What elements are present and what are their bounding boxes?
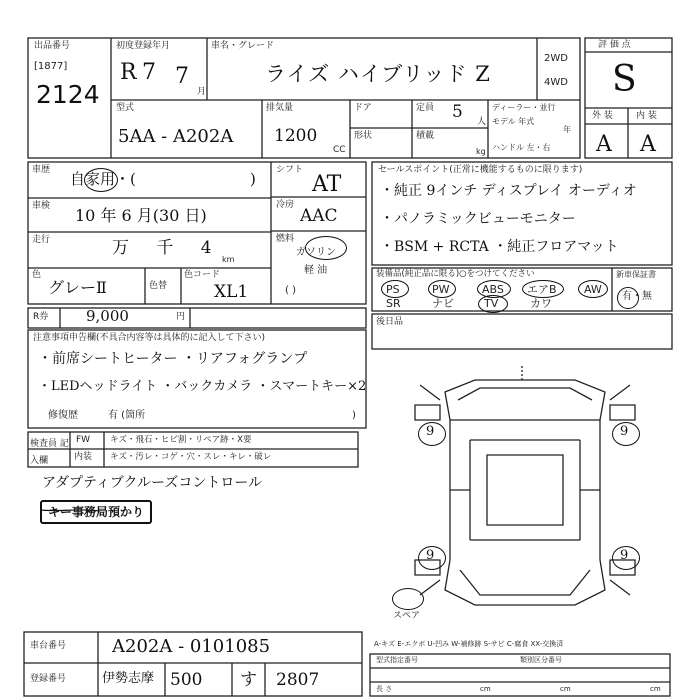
length-cm-3: cm <box>650 685 661 693</box>
note-line-1: ・前席シートヒーター ・リアフォグランプ <box>38 351 308 367</box>
inspector-fw: FW <box>76 435 91 445</box>
plate-number: 2807 <box>276 670 320 690</box>
dealer-label: ディーラー・並行 <box>492 103 556 112</box>
recycle-unit: 円 <box>176 312 186 322</box>
car-diagram <box>415 365 635 605</box>
recycle-label: R券 <box>33 312 49 322</box>
km-unit: km <box>222 255 235 264</box>
kg-unit: kg <box>476 147 486 156</box>
equip-pw: PW <box>432 283 450 296</box>
fuel-paren: ( ) <box>285 285 296 296</box>
chassis-number: A202A - 0101085 <box>112 636 271 657</box>
notes-label: 注意事項申告欄(不具合内容等は具体的に記入して下さい) <box>33 333 266 343</box>
plate-class: 500 <box>170 670 203 690</box>
damage-legend: A-キズ E-エクボ U-凹み W-補修跡 S-サビ C-腐食 XX-交換済 <box>374 640 564 648</box>
history-close: ) <box>250 170 256 188</box>
displacement-value: 1200 <box>274 126 318 146</box>
equip-tv-circle <box>478 295 508 313</box>
cc-unit: CC <box>333 145 346 155</box>
chassis-label: 車台番号 <box>30 641 67 651</box>
history-value: 自家用・( <box>70 170 136 188</box>
year-unit: 年 <box>563 125 571 134</box>
equip-abs: ABS <box>482 283 504 296</box>
month-unit: 月 <box>197 87 207 97</box>
lot-number: 2124 <box>36 80 100 109</box>
equip-ps-circle <box>381 280 409 298</box>
selling-point-1: ・純正 9インチ ディスプレイ オーディオ <box>380 183 637 199</box>
recycle-amount: 9,000 <box>86 307 129 325</box>
fuel-gas: ガソリン <box>296 247 336 258</box>
equip-ps: PS <box>386 283 400 296</box>
handle-label: ハンドル 左・右 <box>492 143 551 152</box>
first-reg-label: 初度登録年月 <box>116 41 171 51</box>
spare-label: スペア <box>393 611 421 621</box>
exterior-label: 外 装 <box>592 111 613 121</box>
repair-label: 修復歴 <box>48 410 78 421</box>
length-cm-2: cm <box>560 685 571 693</box>
equip-tv: TV <box>484 297 499 310</box>
plate-kana: す <box>240 670 257 690</box>
car-name-label: 車名・グレード <box>211 41 275 51</box>
warranty-value: 有・無 <box>622 291 652 302</box>
key-office-stamp: キー事務局預かり <box>40 500 152 524</box>
length-cm-1: cm <box>480 685 491 693</box>
shift-label: シフト <box>276 165 304 175</box>
door-label: ドア <box>354 103 372 113</box>
interior-grade: A <box>640 132 656 157</box>
equip-pw-circle <box>428 280 456 298</box>
mileage-value: 万 千 4 <box>112 238 212 258</box>
model-year-label: モデル 年式 <box>492 117 535 126</box>
repair-close: ) <box>352 410 356 421</box>
drive-2wd: 2WD <box>544 53 568 64</box>
color-code-value: XL1 <box>214 282 249 302</box>
score-value: S <box>612 59 637 100</box>
drive-4wd: 4WD <box>544 77 568 88</box>
after-items-label: 後日品 <box>376 317 404 327</box>
inspector-row-1: キズ・飛石・ヒビ割・リペア跡・X要 <box>110 435 252 445</box>
color-value: グレーⅡ <box>48 278 107 297</box>
warranty-label: 新車保証書 <box>616 270 656 279</box>
note-line-2: ・LEDヘッドライト ・バックカメラ ・スマートキー×2 <box>38 379 367 394</box>
inspection-value: 10 年 6 月(30 日) <box>75 206 207 225</box>
repair-value: 有 (箇所 <box>108 410 146 421</box>
spare-tire-circle <box>392 588 424 610</box>
adaptive-cruise-note: アダプティブクルーズコントロール <box>42 475 263 491</box>
capacity-label: 定員 <box>416 103 435 113</box>
tire-mark-fr: 9 <box>620 424 629 439</box>
tire-mark-fl: 9 <box>426 424 435 439</box>
displacement-label: 排気量 <box>266 103 294 113</box>
equipment-label: 装備品(純正品に限る)○をつけてください <box>376 269 535 279</box>
equip-airbag-circle <box>522 280 564 298</box>
selling-points-label: セールスポイント(正常に機能するものに限ります) <box>378 165 583 175</box>
equip-aw-circle <box>578 280 608 298</box>
color-label: 色 <box>32 270 42 280</box>
reg-month: 7 <box>175 64 189 89</box>
equip-navi: ナビ <box>432 297 454 310</box>
load-label: 積載 <box>416 131 435 141</box>
shape-label: 形状 <box>354 131 373 141</box>
model-value: 5AA - A202A <box>118 126 234 147</box>
warranty-circle <box>617 287 639 309</box>
ac-value: AAC <box>300 206 338 226</box>
fuel-diesel: 軽 油 <box>304 265 328 276</box>
equip-leather: カワ <box>530 297 552 310</box>
capacity-unit: 人 <box>477 117 487 127</box>
interior-label: 内 装 <box>636 111 657 121</box>
plate-label: 登録番号 <box>30 674 67 684</box>
car-name: ライズ ハイブリッド Z <box>265 62 491 86</box>
score-label: 評 価 点 <box>598 40 631 50</box>
fuel-label: 燃料 <box>276 234 295 244</box>
color-code-label: 色コード <box>184 270 221 280</box>
reg-era: R <box>120 60 137 85</box>
tone-label: 色替 <box>149 281 168 291</box>
inspector-label: 検査員 記入欄 <box>30 439 69 466</box>
category-label: 類別区分番号 <box>520 656 562 664</box>
shift-value: AT <box>312 172 342 197</box>
equip-aw: AW <box>584 283 602 296</box>
exterior-grade: A <box>596 132 612 157</box>
history-label: 車歴 <box>32 165 51 175</box>
inspector-interior: 内装 <box>74 452 93 462</box>
inspector-row-2: キズ・汚レ・コゲ・穴・スレ・キレ・破レ <box>110 452 272 462</box>
capacity-value: 5 <box>452 102 463 122</box>
selling-point-2: ・パノラミックビューモニター <box>380 211 576 227</box>
equip-airbag: エアB <box>527 283 557 296</box>
tire-mark-rl: 9 <box>426 548 435 563</box>
reg-year: 7 <box>142 60 156 85</box>
length-label: 長 さ <box>376 685 393 693</box>
model-label: 型式 <box>116 103 135 113</box>
mileage-label: 走行 <box>32 235 51 245</box>
tire-mark-rr: 9 <box>620 548 629 563</box>
ac-label: 冷房 <box>276 200 295 210</box>
lot-label: 出品番号 <box>34 41 71 51</box>
equip-sr: SR <box>386 297 401 310</box>
lot-code: [1877] <box>34 61 68 72</box>
plate-region: 伊勢志摩 <box>102 671 155 686</box>
type-spec-label: 型式指定番号 <box>376 656 418 664</box>
selling-point-3: ・BSM + RCTA ・純正フロアマット <box>380 239 619 255</box>
inspection-label: 車検 <box>32 201 51 211</box>
